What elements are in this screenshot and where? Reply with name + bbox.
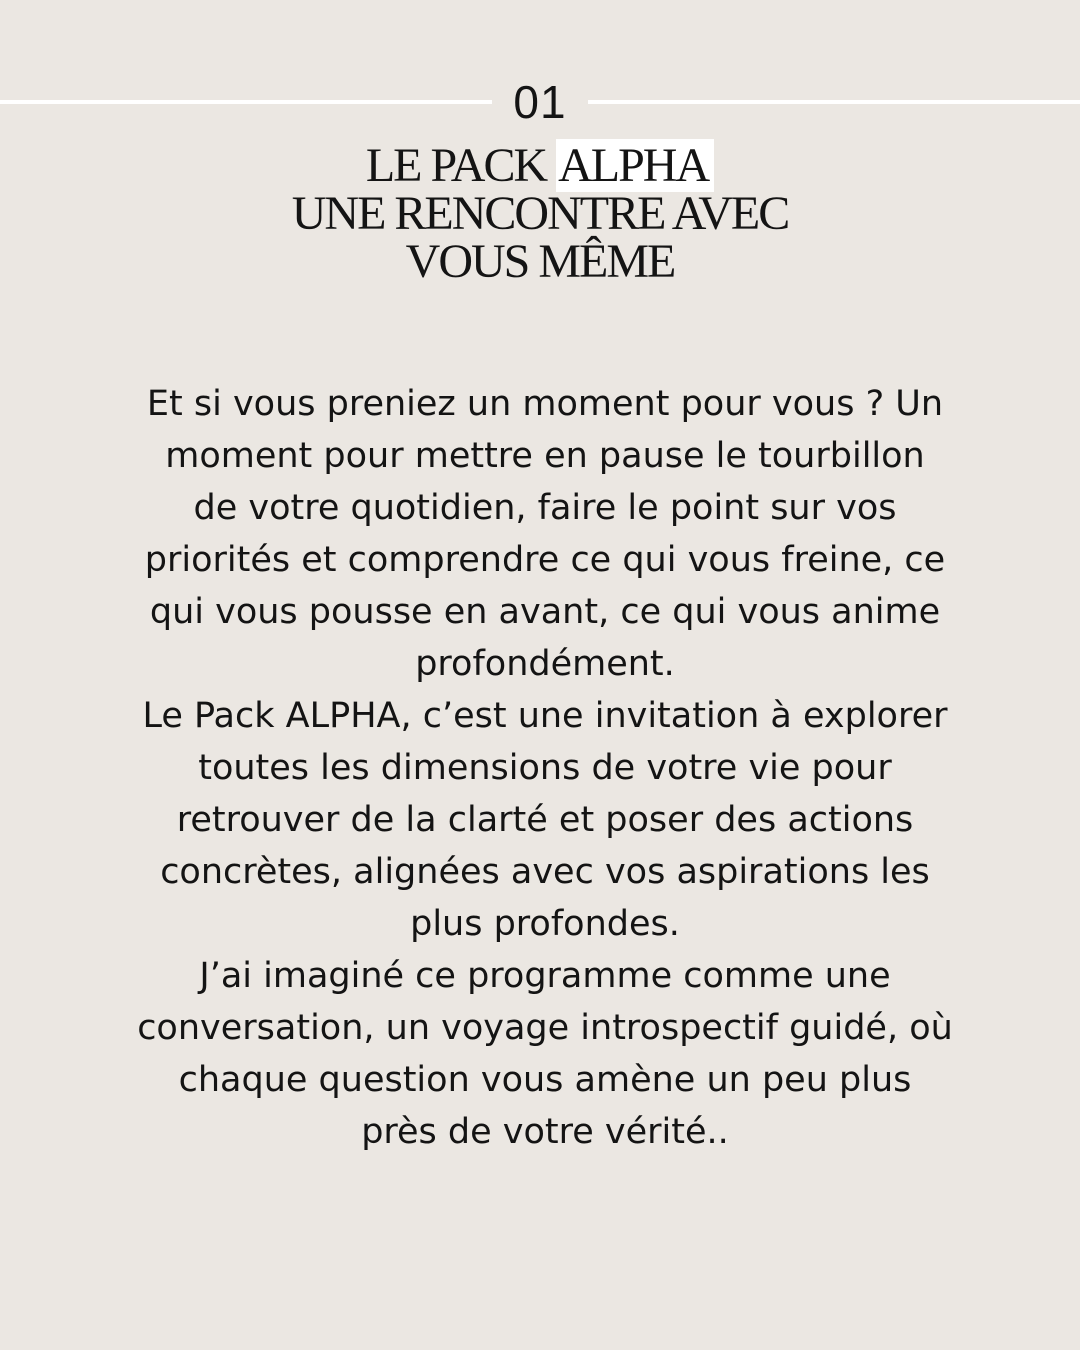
body-line: qui vous pousse en avant, ce qui vous anime [149, 592, 941, 632]
body-paragraph [90, 378, 1000, 1158]
body-line: Le Pack ALPHA, c’est une invitation à explorer [142, 696, 948, 736]
body-line: retrouver de la clarté et poser des actions [176, 800, 914, 840]
body-line: chaque question vous amène un peu plus [178, 1060, 912, 1100]
body-line: moment pour mettre en pause le tourbillon [165, 436, 925, 476]
body-line: Et si vous preniez un moment pour vous ? Un [146, 384, 944, 424]
body-line: conversation, un voyage introspectif guidé, où [137, 1008, 953, 1048]
body-line: J’ai imaginé ce programme comme une [199, 956, 891, 996]
title-line-2: UNE RENCONTRE AVEC [291, 187, 789, 240]
page-title [0, 139, 1080, 288]
title-line-3: VOUS MÊME [405, 235, 675, 288]
body-line: près de votre vérité.. [361, 1112, 729, 1152]
body-line: profondément. [415, 644, 675, 684]
title-prefix: LE PACK [365, 139, 547, 192]
title-line-1 [0, 139, 1080, 192]
body-line: concrètes, alignées avec vos aspirations les [160, 852, 930, 892]
body-line: plus profondes. [410, 904, 680, 944]
body-line: de votre quotidien, faire le point sur vos [193, 488, 897, 528]
body-line: priorités et comprendre ce qui vous freine, ce [144, 540, 946, 580]
body-line: toutes les dimensions de votre vie pour [198, 748, 892, 788]
title-highlight: ALPHA [556, 139, 714, 192]
section-number: 01 [513, 76, 567, 128]
